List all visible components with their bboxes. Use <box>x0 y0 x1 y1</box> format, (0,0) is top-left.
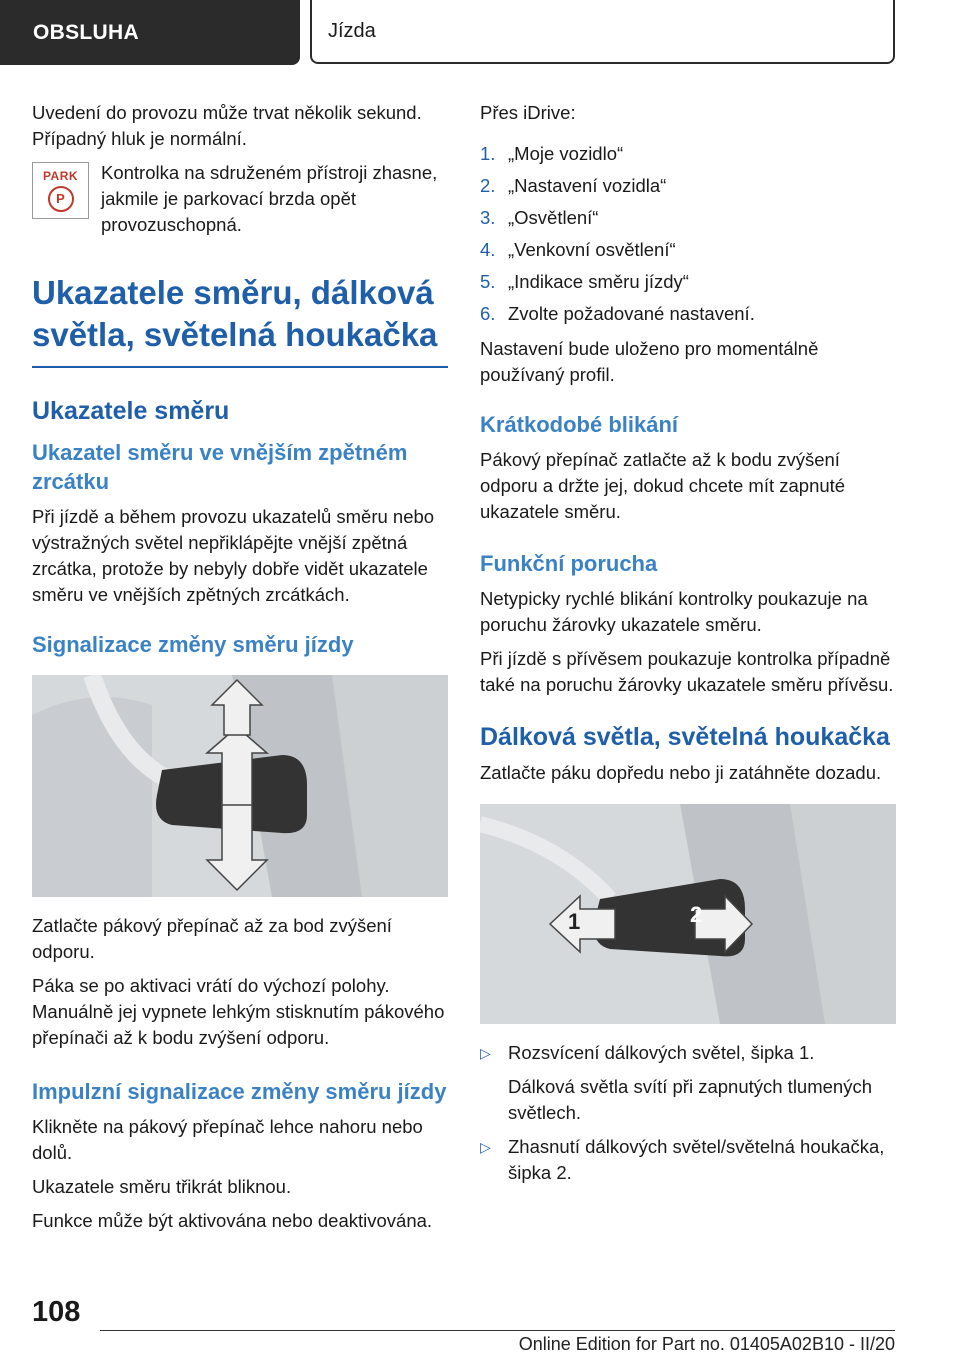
park-note: Kontrolka na sdruženém přístroji zhasne, jakmile je parkovací brzda opět provozuschopná. <box>101 162 438 235</box>
short-blink-text: Pákový přepínač zatlačte až k bodu zvýšení odporu a držte jej, dokud chcete mít zapnuté ukazatele směru. <box>480 449 846 522</box>
heading-mirror: Ukazatel směru ve vnějším zpětném zrcátku <box>32 440 408 494</box>
heading-high-beam: Dálková světla, světelná houkačka <box>480 723 890 751</box>
list-item: 6. Zvolte požadované nastavení. <box>480 303 755 324</box>
list-item: 3. „Osvětlení“ <box>480 207 599 228</box>
stalk-forward-back-illustration <box>480 804 896 1024</box>
page-number: 108 <box>32 1296 81 1328</box>
saved-text: Nastavení bude uloženo pro momentálně používaný profil. <box>480 338 819 385</box>
heading-signal: Signalizace změny směru jízdy <box>32 632 354 657</box>
stalk-up-down-illustration <box>32 675 448 897</box>
heading-indicators: Ukazatele směru <box>32 397 230 425</box>
fault-text-1: Netypicky rychlé blikání kontrolky poukazuje na poruchu žárovky ukazatele směru. <box>480 588 868 635</box>
heading-impulse: Impulzní signalizace změny směru jízdy <box>32 1079 447 1104</box>
list-item: 2. „Nastavení vozidla“ <box>480 175 667 196</box>
impulse-text-3: Funkce může být aktivována nebo deaktivována. <box>32 1210 433 1231</box>
arrow-label-2: 2 <box>690 902 703 927</box>
bullet-triangle-icon: ▷ <box>480 1045 491 1061</box>
edition-footer: Online Edition for Part no. 01405A02B10 - II/20 <box>518 1334 895 1354</box>
list-item: 4. „Venkovní osvětlení“ <box>480 239 676 260</box>
idrive-intro: Přes iDrive: <box>480 102 576 123</box>
mirror-text: Při jízdě a během provozu ukazatelů směru nebo výstražných světel nepřiklápějte vnější zpětná zrcátka, protože by nebyly dobře vidět ukazatele směru ve vnějších zpětných zrcátkách. <box>32 506 435 605</box>
bullet-triangle-icon: ▷ <box>480 1139 491 1155</box>
chapter-tab: Jízda <box>310 0 895 64</box>
list-item: ▷ Rozsvícení dálkových světel, šipka 1. Dálková světla svítí při zapnutých tlumených světlech. <box>480 1040 896 1126</box>
park-brake-warning-icon <box>32 162 89 219</box>
signal-text-2: Páka se po aktivaci vrátí do výchozí polohy. Manuálně jej vypnete lehkým stisknutím pákového přepínači až k bodu zvýšení odporu. <box>32 975 445 1048</box>
right-column <box>480 100 896 1194</box>
section-tab: OBSLUHA <box>0 0 300 65</box>
high-beam-bullets <box>480 1040 896 1186</box>
list-item: 5. „Indikace směru jízdy“ <box>480 271 689 292</box>
park-warning <box>32 160 448 246</box>
footer-divider <box>100 1330 895 1331</box>
park-icon-symbol: P <box>48 186 74 212</box>
arrow-label-1: 1 <box>568 909 581 934</box>
fault-text-2: Při jízdě s přívěsem poukazuje kontrolka případně také na poruchu žárovky ukazatele směru přívěsu. <box>480 648 894 695</box>
signal-text-1: Zatlačte pákový přepínač až za bod zvýšení odporu. <box>32 915 392 962</box>
list-item: ▷ Zhasnutí dálkových světel/světelná houkačka, šipka 2. <box>480 1134 896 1186</box>
stalk-up-down-figure <box>32 675 448 897</box>
idrive-steps <box>480 138 896 330</box>
impulse-text-2: Ukazatele směru třikrát bliknou. <box>32 1176 292 1197</box>
stalk-forward-back-figure <box>480 804 896 1024</box>
main-heading: Ukazatele směru, dálková světla, světelná houkačka <box>32 272 448 368</box>
park-icon-text: PARK <box>42 168 79 183</box>
list-item: 1. „Moje vozidlo“ <box>480 143 624 164</box>
left-column <box>32 100 448 1242</box>
intro-text: Uvedení do provozu může trvat několik sekund. Případný hluk je normální. <box>32 102 422 149</box>
heading-short-blink: Krátkodobé blikání <box>480 412 679 437</box>
impulse-text-1: Klikněte na pákový přepínač lehce nahoru nebo dolů. <box>32 1116 423 1163</box>
heading-fault: Funkční porucha <box>480 551 658 576</box>
high-beam-text: Zatlačte páku dopředu nebo ji zatáhněte dozadu. <box>480 762 882 783</box>
